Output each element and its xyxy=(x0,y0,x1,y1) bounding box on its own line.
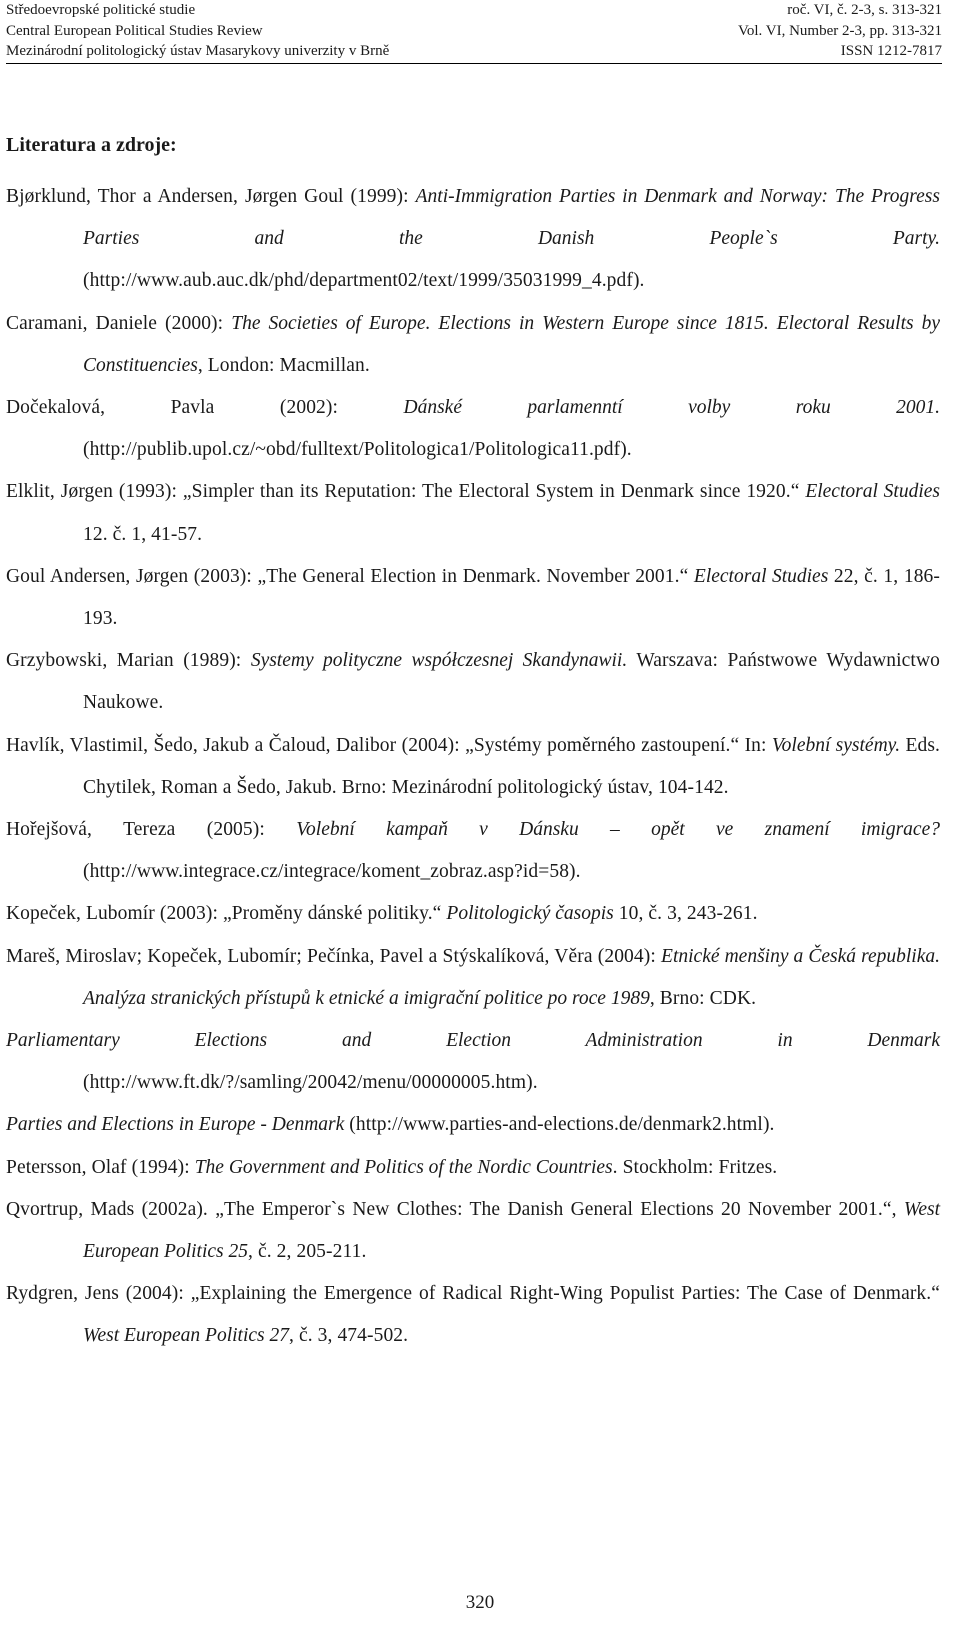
reference-title: West European Politics 27 xyxy=(83,1325,289,1347)
reference-title: Parties and Elections in Europe - Denmark xyxy=(6,1114,345,1136)
reference-tail: , Brno: CDK. xyxy=(649,987,757,1009)
reference-tail: , č. 3, 474-502. xyxy=(289,1325,409,1347)
reference-tail: , č. 2, 205-211. xyxy=(248,1241,367,1263)
reference-entry xyxy=(6,809,940,893)
header-row-3 xyxy=(6,41,942,62)
reference-lead: Grzybowski, Marian (1989): xyxy=(6,650,251,672)
reference-tail: Eds. Chytilek, Roman a Šedo, Jakub. Brno: Mezinárodní politologický ústav, 104-142. xyxy=(83,734,941,798)
reference-entry xyxy=(6,387,940,471)
reference-title: Parliamentary Elections and Election Administration in Denmark xyxy=(6,1030,940,1052)
reference-title: Electoral Studies xyxy=(805,481,940,503)
reference-lead: Bjørklund, Thor a Andersen, Jørgen Goul (1999): xyxy=(6,186,416,207)
reference-tail: (http://www.integrace.cz/integrace/koment_zobraz.asp?id=58). xyxy=(83,861,581,883)
reference-tail: (http://www.parties-and-elections.de/denmark2.html). xyxy=(344,1114,775,1136)
reference-entry xyxy=(6,725,940,809)
reference-title: Volební kampaň v Dánsku – opět ve znamení imigrace? xyxy=(296,819,940,841)
reference-title: Anti-Immigration Parties in Denmark and Norway: The Progress Parties and the Danish People`s Party. xyxy=(83,186,940,250)
section-title: Literatura a zdroje: xyxy=(6,134,177,156)
reference-lead: Qvortrup, Mads (2002a). „The Emperor`s New Clothes: The Danish General Elections 20 November 2001.“, xyxy=(6,1198,904,1220)
reference-entry xyxy=(6,556,940,640)
reference-tail: 22, č. 1, 186-193. xyxy=(83,565,940,630)
reference-tail: 10, č. 3, 243-261. xyxy=(613,903,758,925)
reference-tail: , London: Macmillan. xyxy=(197,354,370,376)
reference-lead: Caramani, Daniele (2000): xyxy=(6,312,232,334)
reference-tail: (http://www.aub.auc.dk/phd/department02/text/1999/35031999_4.pdf). xyxy=(83,270,645,292)
header-row-1 xyxy=(6,0,942,21)
reference-title: The Societies of Europe. Elections in Western Europe since 1815. Electoral Results by Constituencies xyxy=(83,312,940,376)
reference-entry xyxy=(6,176,940,303)
publisher-name: Mezinárodní politologický ústav Masarykovy univerzity v Brně xyxy=(6,43,390,59)
reference-entry xyxy=(6,1147,940,1189)
reference-tail: (http://publib.upol.cz/~obd/fulltext/Politologica1/Politologica11.pdf). xyxy=(83,439,632,461)
issue-info-cz: roč. VI, č. 2-3, s. 313-321 xyxy=(787,2,942,18)
reference-lead: Petersson, Olaf (1994): xyxy=(6,1156,195,1178)
reference-entry xyxy=(6,1020,940,1104)
reference-lead: Goul Andersen, Jørgen (2003): „The General Election in Denmark. November 2001.“ xyxy=(6,565,694,587)
reference-entry xyxy=(6,640,940,724)
reference-lead: Rydgren, Jens (2004): „Explaining the Emergence of Radical Right-Wing Populist Parties: The Case of Denmark.“ xyxy=(6,1283,940,1305)
reference-title: Systemy polityczne współczesnej Skandynawii. xyxy=(250,650,628,672)
reference-entry xyxy=(6,936,940,1020)
reference-tail: . Stockholm: Fritzes. xyxy=(612,1156,778,1178)
reference-title: Politologický časopis xyxy=(446,903,614,925)
reference-entry xyxy=(6,471,940,555)
running-header xyxy=(6,0,942,64)
reference-lead: Mareš, Miroslav; Kopeček, Lubomír; Pečínka, Pavel a Stýskalíková, Věra (2004): xyxy=(6,945,662,967)
reference-title: Etnické menšiny a Česká republika. Analýza stranických přístupů k etnické a imigrační politice po roce 1989 xyxy=(83,945,940,1009)
reference-lead: Hořejšová, Tereza (2005): xyxy=(6,819,297,841)
reference-title: West European Politics 25 xyxy=(83,1198,940,1263)
reference-title: The Government and Politics of the Nordic Countries xyxy=(194,1156,613,1178)
reference-lead: Dočekalová, Pavla (2002): xyxy=(6,397,404,419)
reference-list xyxy=(6,176,940,1358)
reference-title: Dánské parlamenntí volby roku 2001. xyxy=(403,397,940,419)
reference-entry xyxy=(6,303,940,387)
journal-name-en: Central European Political Studies Review xyxy=(6,22,263,39)
reference-entry xyxy=(6,1104,940,1146)
reference-lead: Elklit, Jørgen (1993): „Simpler than its Reputation: The Electoral System in Denmark since 1920.“ xyxy=(6,481,806,503)
header-row-2 xyxy=(6,21,942,42)
reference-lead: Kopeček, Lubomír (2003): „Proměny dánské politiky.“ xyxy=(6,903,447,925)
reference-entry xyxy=(6,1189,940,1273)
reference-entry xyxy=(6,893,940,935)
page-number: 320 xyxy=(465,1592,495,1613)
reference-title: Volební systémy. xyxy=(771,734,901,756)
reference-tail: Warszava: Państwowe Wydawnictwo Naukowe. xyxy=(83,650,940,714)
reference-lead: Havlík, Vlastimil, Šedo, Jakub a Čaloud, Dalibor (2004): „Systémy poměrného zastoupení.“ In: xyxy=(6,734,772,756)
reference-tail: 12. č. 1, 41-57. xyxy=(83,523,203,545)
issn: ISSN 1212-7817 xyxy=(840,43,942,59)
reference-title: Electoral Studies xyxy=(693,565,829,587)
issue-info-en: Vol. VI, Number 2-3, pp. 313-321 xyxy=(737,22,942,39)
journal-name-cz: Středoevropské politické studie xyxy=(6,2,196,18)
reference-entry xyxy=(6,1273,940,1357)
reference-tail: (http://www.ft.dk/?/samling/20042/menu/00000005.htm). xyxy=(83,1072,538,1094)
